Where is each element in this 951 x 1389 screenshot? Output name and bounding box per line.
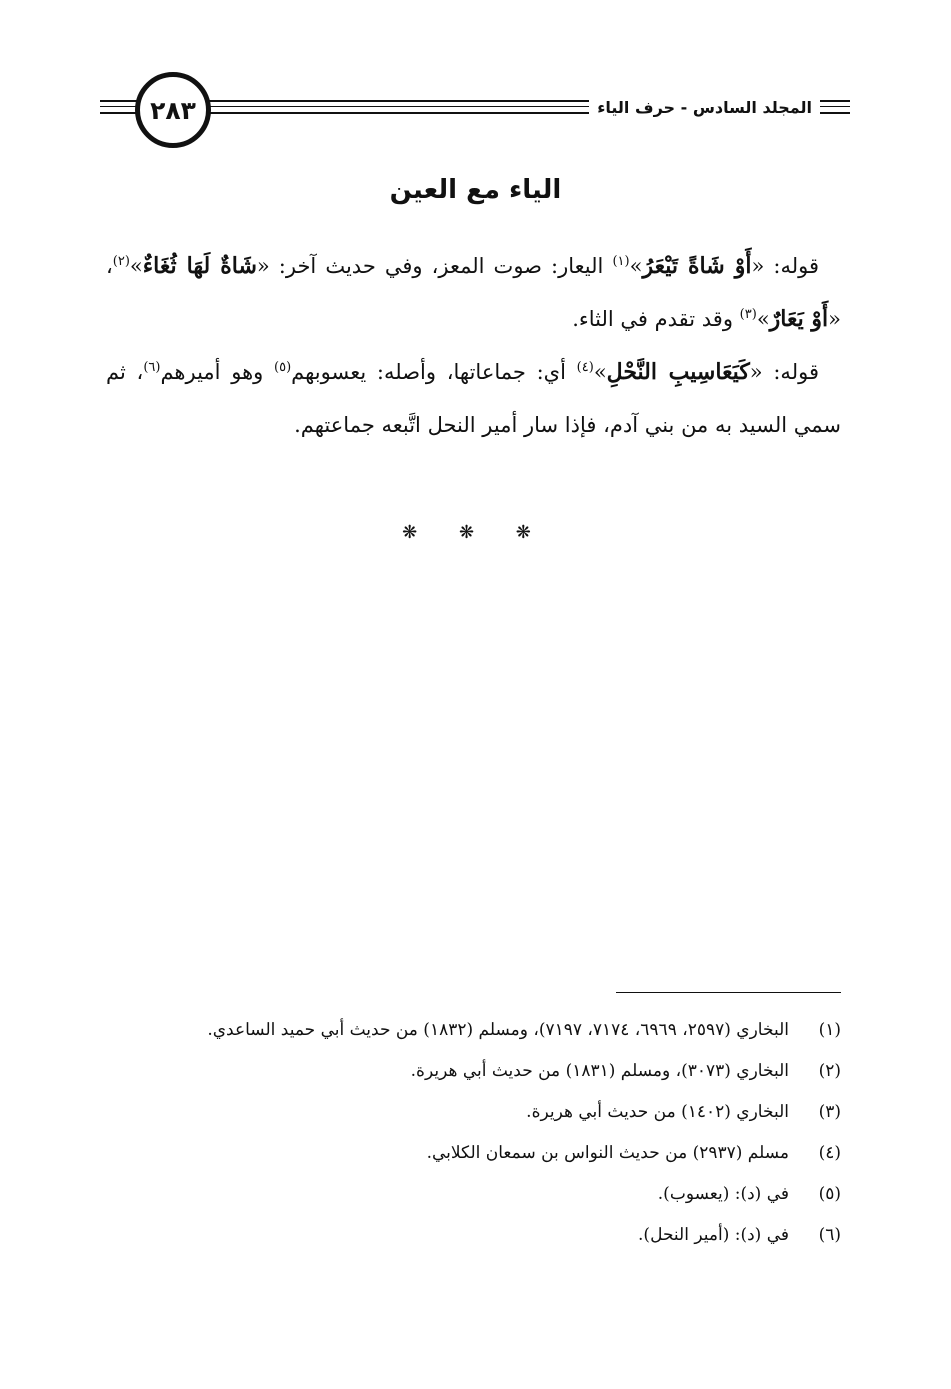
text-run: قوله: « xyxy=(751,254,820,278)
footnote-ref-3: (٣) xyxy=(739,307,757,322)
footnote-text: مسلم (٢٩٣٧) من حديث النواس بن سمعان الكلابي. xyxy=(426,1143,789,1163)
section-title: الياء مع العين xyxy=(389,175,562,205)
footnote-text: في (د): (يعسوب). xyxy=(657,1184,789,1204)
footnote-item xyxy=(96,1174,841,1215)
footnote-ref-6: (٦) xyxy=(143,360,161,375)
page-number-badge xyxy=(135,72,211,148)
hadith-quote: أَوْ يَعَارٌ xyxy=(769,306,829,332)
footnote-ref-5: (٥) xyxy=(274,360,292,375)
footnote-text: البخاري (٢٥٩٧، ٦٩٦٩، ٧١٧٤، ٧١٩٧)، ومسلم (١٨٣٢) من حديث أبي حميد الساعدي. xyxy=(207,1020,789,1040)
footnote-item xyxy=(96,1010,841,1051)
footnote-text: البخاري (١٤٠٢) من حديث أبي هريرة. xyxy=(526,1102,789,1122)
text-run: وقد تقدم في الثاء. xyxy=(572,307,740,331)
text-run: اليعار: صوت المعز، وفي حديث آخر: « xyxy=(256,254,613,278)
footnotes xyxy=(96,1010,841,1256)
hadith-quote: شَاةٌ لَهَا ثُغَاءٌ xyxy=(142,253,257,279)
footnote-ref-2: (٢) xyxy=(112,254,130,269)
footnote-number: (١) xyxy=(818,1020,841,1040)
paragraph-1 xyxy=(106,240,841,346)
text-run: » xyxy=(629,254,643,278)
text-run: وهو أميرهم xyxy=(160,360,275,384)
footnote-item xyxy=(96,1051,841,1092)
footnote-number: (٥) xyxy=(818,1184,841,1204)
text-run: أي: جماعاتها، وأصله: يعسوبهم xyxy=(291,360,577,384)
footnote-text: في (د): (أمير النحل). xyxy=(638,1225,789,1245)
footnote-number: (٤) xyxy=(818,1143,841,1163)
footnote-text: البخاري (٣٠٧٣)، ومسلم (١٨٣١) من حديث أبي هريرة. xyxy=(410,1061,789,1081)
footnote-number: (٢) xyxy=(818,1061,841,1081)
text-run: » xyxy=(593,360,607,384)
footnote-rule xyxy=(616,992,841,993)
section-separator: ❋ ❋ ❋ xyxy=(402,522,549,543)
footnote-item xyxy=(96,1092,841,1133)
text-run: ، ثم سمي السيد به من بني آدم، فإذا سار أمير النحل اتَّبعه جماعتهم. xyxy=(106,360,841,437)
footnote-ref-4: (٤) xyxy=(576,360,594,375)
body-text xyxy=(106,240,841,452)
footnote-number: (٣) xyxy=(818,1102,841,1122)
paragraph-2 xyxy=(106,346,841,452)
footnote-item xyxy=(96,1133,841,1174)
footnote-item xyxy=(96,1215,841,1256)
page-number: ٢٨٣ xyxy=(150,95,196,125)
hadith-quote: أَوْ شَاةً تَيْعَرُ xyxy=(642,253,752,279)
text-run: قوله: « xyxy=(749,360,819,384)
running-title: المجلد السادس - حرف الياء xyxy=(589,98,820,117)
footnote-number: (٦) xyxy=(818,1225,841,1245)
text-run: » xyxy=(756,307,770,331)
text-run: » xyxy=(129,254,143,278)
text-run: ، « xyxy=(106,254,841,331)
page-header xyxy=(100,66,850,166)
hadith-quote: كَيَعَاسِيبِ النَّحْلِ xyxy=(606,359,750,385)
footnote-ref-1: (١) xyxy=(612,254,630,269)
